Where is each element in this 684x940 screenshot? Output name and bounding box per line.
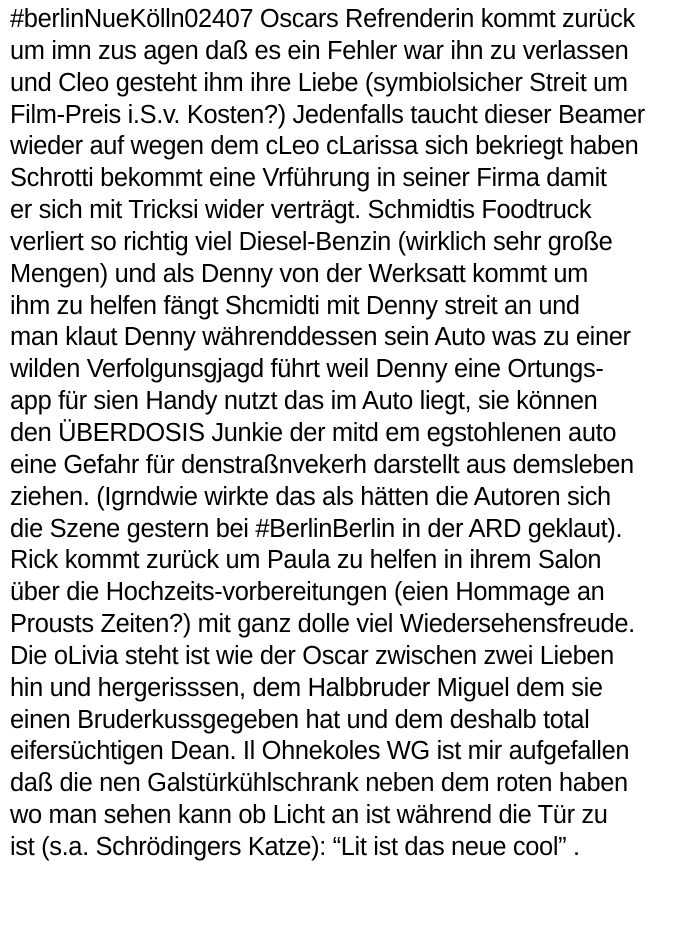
text-line: um imn zus agen daß es ein Fehler war ihn zu verlassen — [10, 36, 629, 65]
text-line: Mengen) und als Denny von der Werksatt kommt um — [10, 259, 589, 288]
text-line: Schrotti bekommt eine Vrführung in seiner Firma damit — [10, 164, 607, 193]
text-block — [10, 4, 682, 864]
text-line: die Szene gestern bei #BerlinBerlin in der ARD geklaut). — [10, 514, 623, 543]
text-line: Die oLivia steht ist wie der Oscar zwischen zwei Lieben — [10, 641, 614, 670]
text-line: er sich mit Tricksi wider verträgt. Schmidtis Foodtruck — [10, 196, 592, 225]
text-line: verliert so richtig viel Diesel-Benzin (wirklich sehr große — [10, 227, 613, 256]
text-line: daß die nen Galstürkühlschrank neben dem roten haben — [10, 769, 628, 798]
text-line: #berlinNueKölln02407 Oscars Refrenderin kommt zurück — [10, 5, 635, 33]
text-line: app für sien Handy nutzt das im Auto liegt, sie können — [10, 387, 598, 416]
text-line: wo man sehen kann ob Licht an ist während die Tür zu — [10, 801, 608, 830]
text-line: einen Bruderkussgegeben hat und dem deshalb total — [10, 705, 590, 734]
text-line: wieder auf wegen dem cLeo cLarissa sich bekriegt haben — [10, 132, 639, 161]
text-line: eine Gefahr für denstraßnvekerh darstellt aus demsleben — [10, 450, 634, 479]
text-line: man klaut Denny währenddessen sein Auto was zu einer — [10, 323, 631, 352]
text-line: wilden Verfolgunsgjagd führt weil Denny eine Ortungs- — [10, 355, 604, 384]
text-line: Prousts Zeiten?) mit ganz dolle viel Wiedersehensfreude. — [10, 610, 635, 639]
text-line: ihm zu helfen fängt Shcmidti mit Denny streit an und — [10, 291, 580, 320]
text-line: eifersüchtigen Dean. Il Ohnekoles WG ist mir aufgefallen — [10, 737, 630, 766]
text-line: über die Hochzeits-vorbereitungen (eien Hommage an — [10, 578, 605, 607]
text-line: und Cleo gesteht ihm ihre Liebe (symbiolsicher Streit um — [10, 68, 628, 97]
text-line: ist (s.a. Schrödingers Katze): “Lit ist das neue cool” . — [10, 832, 580, 861]
text-line: ziehen. (Igrndwie wirkte das als hätten die Autoren sich — [10, 482, 611, 511]
text-line: hin und hergerisssen, dem Halbbruder Miguel dem sie — [10, 673, 603, 702]
text-line: Film-Preis i.S.v. Kosten?) Jedenfalls taucht dieser Beamer — [10, 100, 645, 129]
text-line: Rick kommt zurück um Paula zu helfen in ihrem Salon — [10, 546, 602, 575]
text-line: den ÜBERDOSIS Junkie der mitd em egstohlenen auto — [10, 418, 617, 447]
